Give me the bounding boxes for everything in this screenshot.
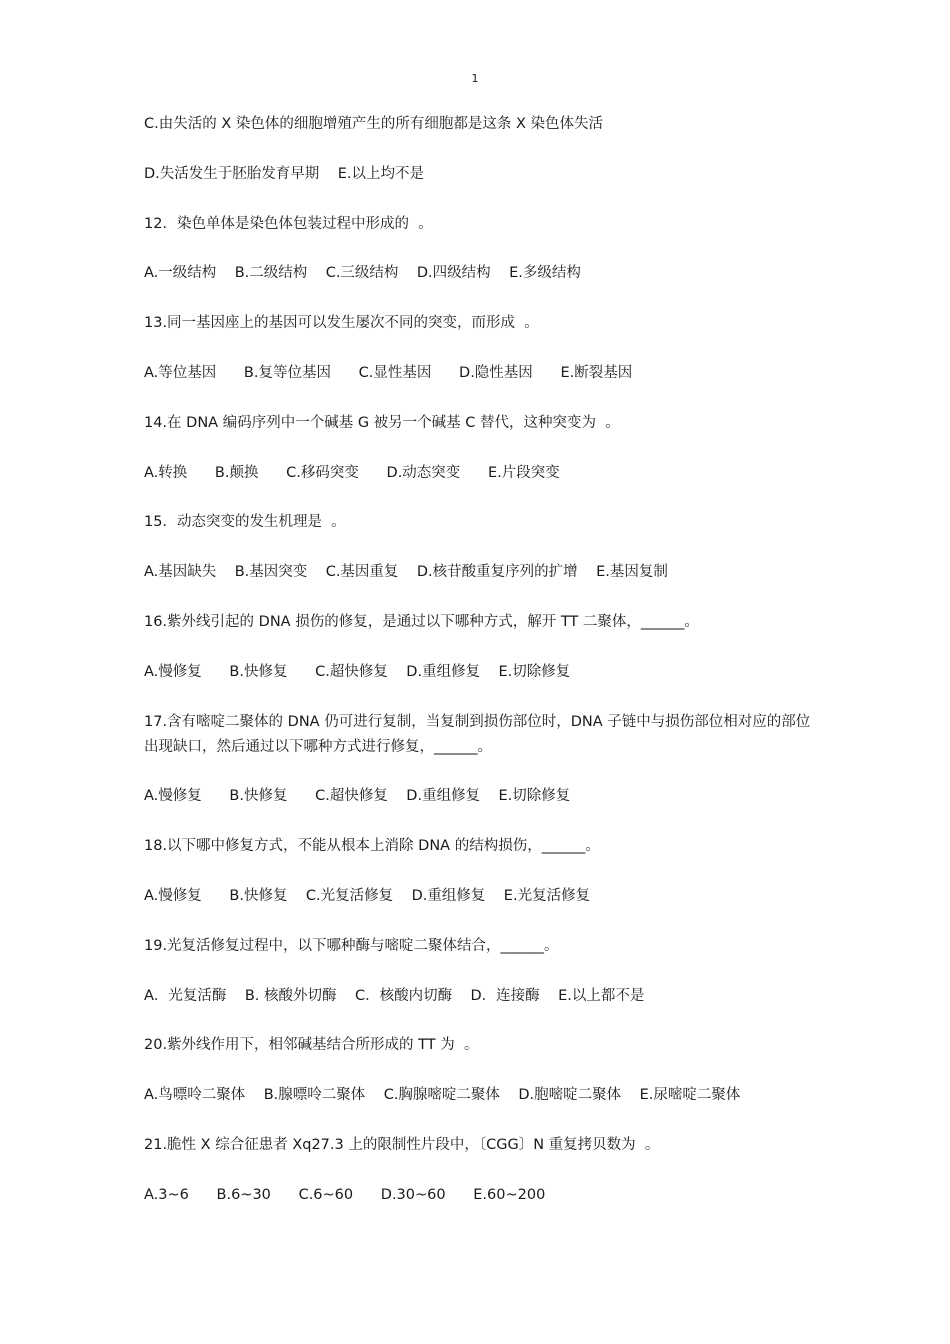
- document-body: [144, 112, 814, 1208]
- question-14: 14.在 DNA 编码序列中一个碱基 G 被另一个碱基 C 替代，这种突变为 。: [144, 414, 620, 431]
- options-17: A.慢修复 B.快修复 C.超快修复 D.重组修复 E.切除修复: [144, 788, 571, 805]
- options-21: A.3~6 B.6~30 C.6~60 D.30~60 E.60~200: [144, 1186, 546, 1203]
- options-12: A.一级结构 B.二级结构 C.三级结构 D.四级结构 E.多级结构: [144, 265, 581, 282]
- question-20: 20.紫外线作用下，相邻碱基结合所形成的 TT 为 。: [144, 1037, 479, 1054]
- options-20: A.鸟嘌呤二聚体 B.腺嘌呤二聚体 C.胸腺嘧啶二聚体 D.胞嘧啶二聚体 E.尿嘧啶二聚体: [144, 1087, 741, 1104]
- question-12: 12．染色单体是染色体包装过程中形成的 。: [144, 215, 433, 232]
- options-19: A．光复活酶 B. 核酸外切酶 C．核酸内切酶 D．连接酶 E.以上都不是: [144, 987, 645, 1004]
- question-18: 18.以下哪中修复方式，不能从根本上消除 DNA 的结构损伤，______。: [144, 838, 600, 855]
- text-line: D.失活发生于胚胎发育早期 E.以上均不是: [144, 165, 424, 182]
- options-13: A.等位基因 B.复等位基因 C.显性基因 D.隐性基因 E.断裂基因: [144, 364, 633, 381]
- question-17: 17.含有嘧啶二聚体的 DNA 仍可进行复制，当复制到损伤部位时，DNA 子链中与损伤部位相对应的部位出现缺口，然后通过以下哪种方式进行修复，______。: [144, 713, 811, 755]
- question-13: 13.同一基因座上的基因可以发生屡次不同的突变，而形成 。: [144, 315, 539, 332]
- text-line: C.由失活的 X 染色体的细胞增殖产生的所有细胞都是这条 X 染色体失活: [144, 116, 604, 132]
- options-14: A.转换 B.颠换 C.移码突变 D.动态突变 E.片段突变: [144, 464, 560, 481]
- question-16: 16.紫外线引起的 DNA 损伤的修复，是通过以下哪种方式，解开 TT 二聚体，______。: [144, 613, 699, 630]
- page-number: 1: [471, 72, 479, 85]
- question-15: 15．动态突变的发生机理是 。: [144, 514, 346, 531]
- options-15: A.基因缺失 B.基因突变 C.基因重复 D.核苷酸重复序列的扩增 E.基因复制: [144, 564, 668, 581]
- options-16: A.慢修复 B.快修复 C.超快修复 D.重组修复 E.切除修复: [144, 663, 571, 680]
- question-21: 21.脆性 X 综合征患者 Xq27.3 上的限制性片段中，〔CGG〕N 重复拷贝数为 。: [144, 1136, 660, 1153]
- options-18: A.慢修复 B.快修复 C.光复活修复 D.重组修复 E.光复活修复: [144, 887, 591, 904]
- question-19: 19.光复活修复过程中，以下哪种酶与嘧啶二聚体结合，______。: [144, 937, 559, 954]
